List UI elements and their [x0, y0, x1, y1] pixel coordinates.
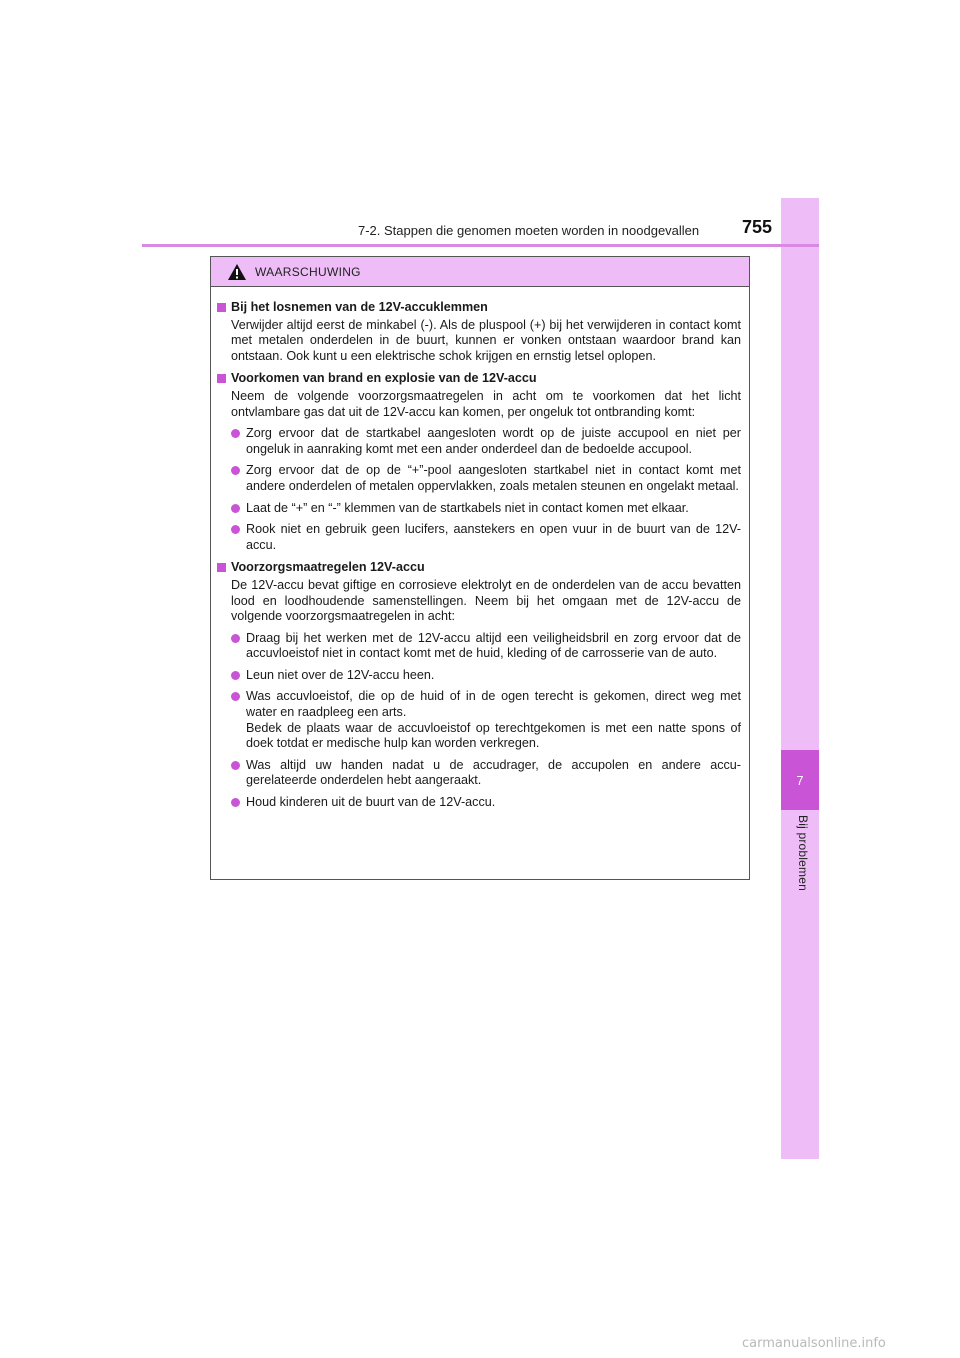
bullet-text	[246, 522, 741, 553]
bullet-item	[217, 758, 741, 789]
page-number: 755	[742, 217, 773, 237]
round-bullet-icon	[231, 466, 240, 475]
square-bullet-icon	[217, 374, 226, 383]
warning-triangle-icon	[227, 263, 247, 281]
round-bullet-icon	[231, 525, 240, 534]
bullet-paragraph: Zorg ervoor dat de op de “+”-pool aangesloten startkabel niet in contact komt met andere onderdelen of metalen oppervlakken, zoals metalen steunen en ongelakt metaal.	[246, 463, 741, 493]
section-title-text: Voorkomen van brand en explosie van de 12V-accu	[231, 371, 537, 386]
round-bullet-icon	[231, 798, 240, 807]
section-text: Neem de volgende voorzorgsmaatregelen in acht om te voorkomen dat het licht ontvlambare gas dat uit de 12V-accu kan komen, per ongeluk tot ontbranding komt:	[231, 388, 741, 419]
bullet-paragraph: Houd kinderen uit de buurt van de 12V-accu.	[246, 795, 496, 810]
header-divider	[142, 244, 819, 247]
bullet-text	[246, 689, 741, 751]
round-bullet-icon	[231, 634, 240, 643]
bullet-item	[217, 795, 741, 811]
round-bullet-icon	[231, 692, 240, 701]
watermark: carmanualsonline.info	[742, 1336, 886, 1351]
section-text: Verwijder altijd eerst de minkabel (-). Als de pluspool (+) bij het verwijderen in contact komt met metalen onderdelen in de buurt, kunnen er vonken ontstaan waardoor brand kan ontstaan. Ook kunt u een elektrische schok krijgen en ernstig letsel oplopen.	[231, 317, 741, 363]
bullet-item	[217, 522, 741, 553]
side-tab	[781, 198, 819, 1159]
bullet-paragraph: Rook niet en gebruik geen lucifers, aanstekers en open vuur in de buurt van de 12V-accu.	[246, 522, 741, 552]
bullet-paragraph: Zorg ervoor dat de startkabel aangesloten wordt op de juiste accupool en niet per ongeluk in aanraking komt met een ander onderdeel dan de bedoelde accupool.	[246, 426, 741, 456]
bullet-item	[217, 689, 741, 751]
warning-title: WAARSCHUWING	[255, 264, 361, 279]
bullet-text	[246, 668, 741, 684]
bullet-paragraph: Was accuvloeistof, die op de huid of in de ogen terecht is gekomen, direct weg met water en raadpleeg een arts.	[246, 689, 741, 720]
bullet-item	[217, 501, 741, 517]
warning-header	[211, 257, 749, 287]
bullet-paragraph: Draag bij het werken met de 12V-accu altijd een veiligheidsbril en zorg ervoor dat de accuvloeistof niet in contact komt met de huid, kleding of de carrosserie van de auto.	[246, 630, 741, 661]
bullet-text	[246, 501, 741, 517]
section-title	[217, 371, 741, 387]
chapter-number-tab: 7	[781, 750, 819, 810]
bullet-text	[246, 631, 741, 662]
round-bullet-icon	[231, 671, 240, 680]
round-bullet-icon	[231, 761, 240, 770]
round-bullet-icon	[231, 429, 240, 438]
warning-section	[217, 371, 741, 553]
bullet-paragraph: Leun niet over de 12V-accu heen.	[246, 667, 435, 682]
section-text: De 12V-accu bevat giftige en corrosieve elektrolyt en de onderdelen van de accu bevatten lood en loodhoudende samenstellingen. Neem bij het omgaan met de 12V-accu de volgende voorzorgsmaatregelen in acht:	[231, 577, 741, 624]
bullet-paragraph: Bedek de plaats waar de accuvloeistof op terechtgekomen is met een natte spons of doek totdat er medische hulp kan worden verkregen.	[246, 720, 741, 751]
square-bullet-icon	[217, 303, 226, 312]
bullet-item	[217, 463, 741, 494]
warning-box	[210, 256, 750, 880]
chapter-label: Bij problemen	[796, 815, 810, 891]
bullet-text	[246, 795, 741, 811]
square-bullet-icon	[217, 563, 226, 572]
bullet-text	[246, 426, 741, 457]
bullet-paragraph: Laat de “+” en “-” klemmen van de startkabels niet in contact komen met elkaar.	[246, 500, 689, 515]
bullet-text	[246, 758, 741, 789]
round-bullet-icon	[231, 504, 240, 513]
bullet-paragraph: Was altijd uw handen nadat u de accudrager, de accupolen en andere accu-gerelateerde onderdelen hebt aangeraakt.	[246, 757, 741, 788]
section-title-text: Bij het losnemen van de 12V-accuklemmen	[231, 300, 488, 314]
bullet-item	[217, 426, 741, 457]
section-title	[217, 300, 741, 316]
bullet-item	[217, 668, 741, 684]
bullet-item	[217, 631, 741, 662]
warning-body	[211, 287, 749, 811]
section-title-text: Voorzorgsmaatregelen 12V-accu	[231, 560, 425, 575]
bullet-text	[246, 463, 741, 494]
warning-section	[217, 300, 741, 364]
warning-section	[217, 560, 741, 810]
section-title	[217, 560, 741, 576]
chapter-title: 7-2. Stappen die genomen moeten worden in noodgevallen	[358, 223, 700, 238]
